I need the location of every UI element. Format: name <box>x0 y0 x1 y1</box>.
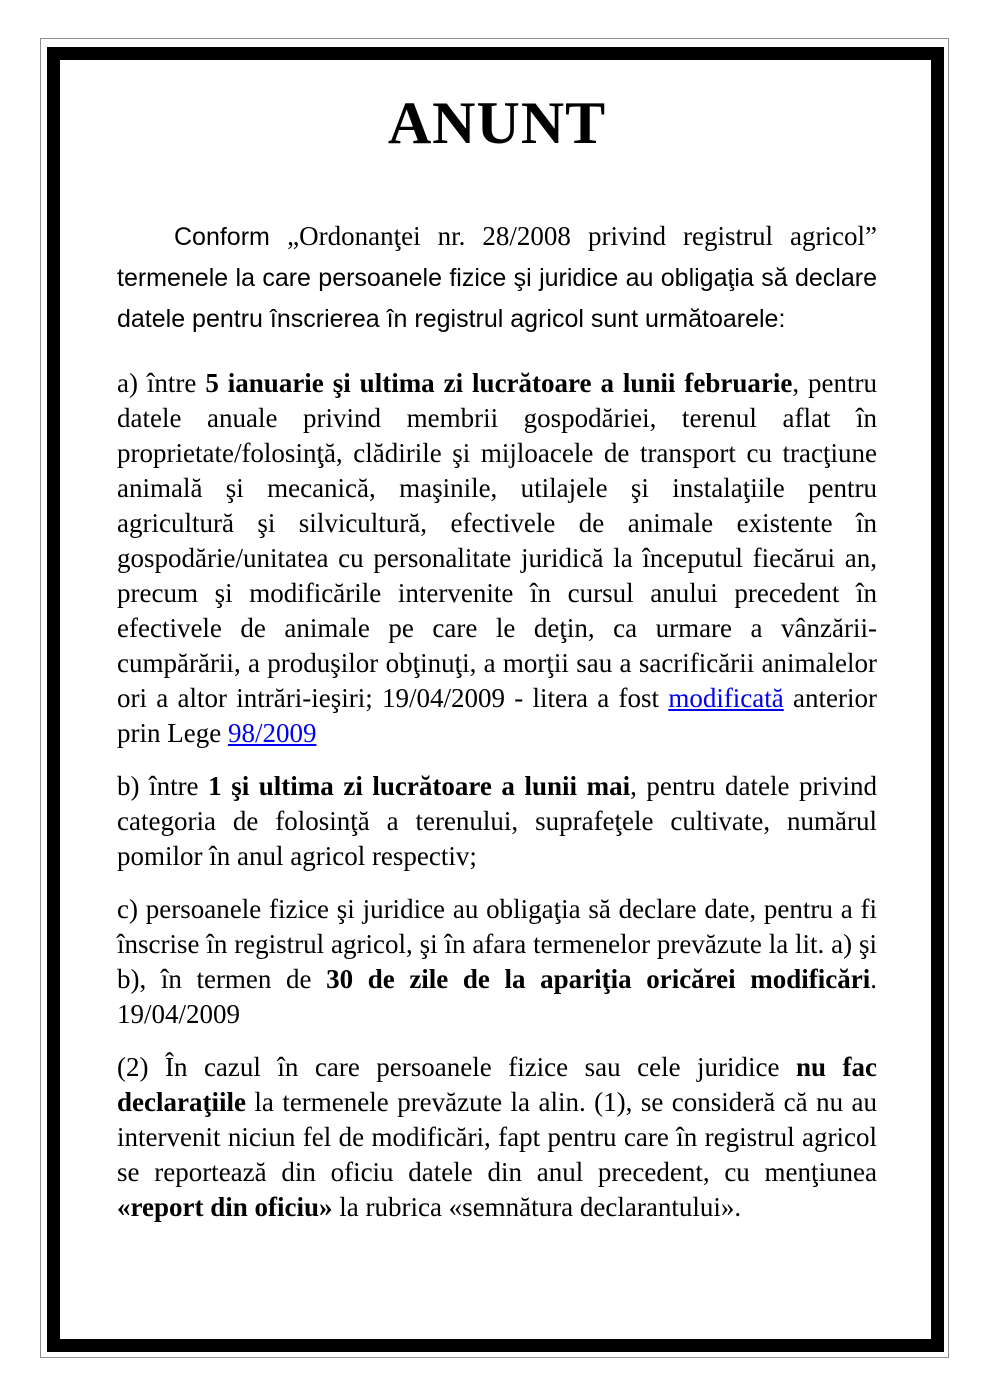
link-98-2009[interactable]: 98/2009 <box>227 718 317 748</box>
text-run: 30 de zile de la apariţia oricărei modificări <box>326 964 871 994</box>
text-run: la termenele prevăzute la alin. (1), se consideră că nu au intervenit niciun fel de modificări, fapt pentru care în registrul agricol se reportează din oficiu datele din anul precedent, cu menţiunea <box>117 1087 877 1187</box>
link-modificata[interactable]: modificată <box>668 683 784 713</box>
paragraph-alin-2 <box>117 1050 877 1225</box>
text-run: „Ordonanţei nr. 28/2008 privind registrul agricol” <box>287 221 878 251</box>
text-run: (2) În cazul în care persoanele fizice sau cele juridice <box>117 1052 796 1082</box>
text-run: , pentru datele anuale privind membrii gospodăriei, terenul aflat în proprietate/folosinţă, clădirile şi mijloacele de transport cu tracţiune animală şi mecanică, maşinile, utilajele şi instalaţiile pentru agricultură şi silvicultură, efectivele de animale existente în gospodărie/unitatea cu personalitate juridică la începutul fiecărui an, precum şi modificările intervenite în cursul anului precedent în efectivele de animale pe care le deţin, ca urmare a vânzării-cumpărării, a produşilor obţinuţi, a morţii sau a sacrificării animalelor ori a altor intrări-ieşiri; 19/04/2009 - litera a fost <box>117 368 878 713</box>
paragraph-item-a <box>117 366 877 751</box>
paragraph-item-c <box>117 892 877 1032</box>
text-run: anterior prin Lege <box>117 683 877 748</box>
text-run: a) între <box>117 368 206 398</box>
paragraph-intro <box>117 216 877 340</box>
document-border <box>47 47 944 1352</box>
page-outline <box>40 38 949 1358</box>
announcement-body <box>60 60 931 1339</box>
announcement-title: ANUNT <box>387 90 607 156</box>
text-run: b) între <box>117 771 209 801</box>
text-run: Conform <box>174 223 288 251</box>
text-run: c) persoanele fizice şi juridice au obligaţia să declare date, pentru a fi înscrise în registrul agricol, şi în afara termenelor prevăzute la lit. a) şi b), în termen de <box>117 894 877 994</box>
text-run: la rubrica «semnătura declarantului». <box>332 1192 742 1222</box>
text-run: . 19/04/2009 <box>117 964 877 1029</box>
text-run: 1 şi ultima zi lucrătoare a lunii mai <box>208 771 631 801</box>
text-run: «report din oficiu» <box>117 1192 333 1222</box>
text-run: nu fac declaraţiile <box>117 1052 877 1117</box>
text-run: , pentru datele privind categoria de folosinţă a terenului, suprafeţele cultivate, numărul pomilor în anul agricol respectiv; <box>117 771 877 871</box>
text-run: termenele la care persoanele fizice şi juridice au obligaţia să declare datele pentru înscrierea în registrul agricol sunt următoarele: <box>117 264 877 333</box>
text-run: 5 ianuarie şi ultima zi lucrătoare a lunii februarie <box>205 368 793 398</box>
paragraph-item-b <box>117 769 877 874</box>
